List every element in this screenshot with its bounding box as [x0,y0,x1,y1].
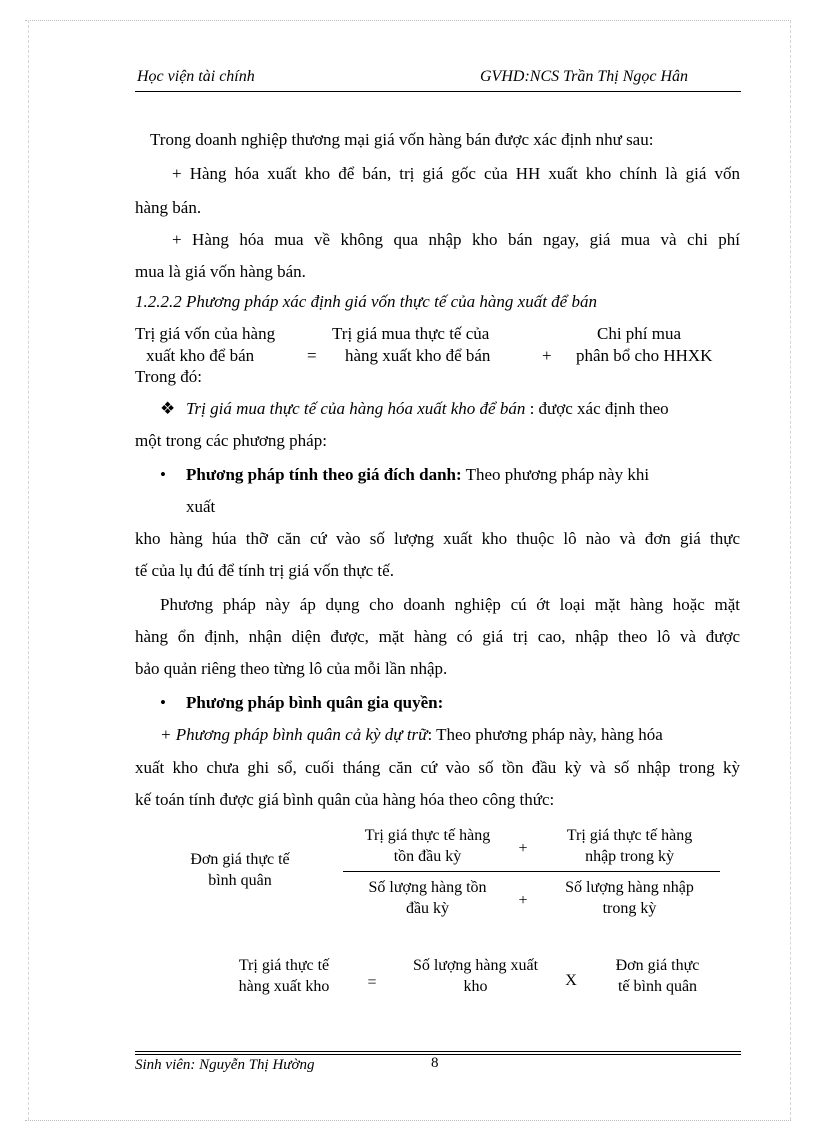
page-frame-top [25,20,791,21]
section-heading: 1.2.2.2 Phương pháp xác định giá vốn thực tế của hàng xuất để bán [135,292,597,311]
star-item-rest: : được xác định theo [525,399,669,418]
intro-paragraph: Trong doanh nghiệp thương mại giá vốn hàng bán được xác định như sau: [150,130,654,149]
f2-num-a-line1: Trị giá thực tế hàng [364,827,491,844]
method2-sub-italic: + Phương pháp bình quân cả kỳ dự trữ [160,725,428,744]
f2-num-a-line2: tồn đầu kỳ [393,848,462,865]
f2-num-plus: + [518,840,528,857]
star-bullet-icon: ❖ [160,399,176,418]
trong-do-label: Trong đó: [135,367,202,386]
header-left: Học viện tài chính [137,68,255,85]
f2-num-b-line2: nhập trong kỳ [585,848,674,865]
header-right: GVHD:NCS Trần Thị Ngọc Hân [480,68,689,85]
f2-den-a-line2: đầu kỳ [405,900,450,917]
method1-para2-line1: Phương pháp này áp dụng cho doanh nghiệp cú ớt loại mặt hàng hoặc mặt [160,595,740,614]
f2-fraction-bar [343,871,720,872]
f1-left-line1: Trị giá vốn của hàng [135,324,276,343]
f3-rhs-line1: Đơn giá thực [615,957,700,974]
f1-right-line1: Chi phí mua [597,324,682,343]
footer-rule-top [135,1051,741,1052]
f2-lhs-line2: bình quân [208,872,272,889]
item1-line2: hàng bán. [135,198,202,217]
f1-mid-line2: hàng xuất kho để bán [345,346,491,365]
star-item-italic: Trị giá mua thực tế của hàng hóa xuất kho để bán [186,399,526,418]
header-rule [135,91,741,92]
method2-sub-line1 [160,726,663,743]
star-item-line1 [186,400,669,417]
method2-title: Phương pháp bình quân gia quyền: [186,693,444,712]
f3-rhs-line2: tế bình quân [617,978,698,995]
method1-para-line2: tế của lụ đú để tính trị giá vốn thực tế. [135,561,394,580]
method1-heading-rest: Theo phương pháp này khi [461,465,650,484]
f2-lhs-line1: Đơn giá thực tế [190,851,290,868]
page-frame-right [790,20,791,1120]
method2-sub-line3: kế toán tính được giá bình quân của hàng hóa theo công thức: [135,790,555,809]
f3-lhs-line2: hàng xuất kho [238,978,330,995]
f3-lhs-line1: Trị giá thực tế [238,957,330,974]
page-number: 8 [431,1055,439,1071]
method2-sub-rest: : Theo phương pháp này, hàng hóa [427,725,663,744]
method1-para2-line3: bảo quản riêng theo từng lô của mỗi lần nhập. [135,659,448,678]
f1-mid-line1: Trị giá mua thực tế của [332,324,490,343]
f1-right-line2: phân bổ cho HHXK [576,346,713,365]
f3-mid-line1: Số lượng hàng xuất [412,957,539,974]
f3-mid-line2: kho [463,978,488,995]
f3-times: X [565,972,577,989]
method1-heading-cont: xuất [186,497,216,516]
star-item-line2: một trong các phương pháp: [135,431,327,450]
page-frame-left [28,20,29,1120]
f1-equals: = [307,346,317,365]
f3-equals: = [367,974,377,991]
f1-plus: + [542,346,552,365]
method2-sub-line2: xuất kho chưa ghi sổ, cuối tháng căn cứ vào số tồn đầu kỳ và số nhập trong kỳ [135,758,740,777]
f2-den-plus: + [518,892,528,909]
f2-num-b-line1: Trị giá thực tế hàng [566,827,693,844]
f2-den-b-line2: trong kỳ [602,900,657,917]
method1-para2-line2: hàng ổn định, nhận diện được, mặt hàng có giá trị cao, nhập theo lô và được [135,627,740,646]
page-frame-bottom [25,1120,791,1121]
method1-para-line1: kho hàng húa thỡ căn cứ vào số lượng xuất kho thuộc lô nào và đơn giá thực [135,529,740,548]
f2-den-b-line1: Số lượng hàng nhập [565,879,694,896]
item2-line1: + Hàng hóa mua về không qua nhập kho bán ngay, giá mua và chi phí [172,230,740,249]
method1-heading-line [186,466,740,483]
dot-bullet-icon: • [160,693,166,712]
dot-bullet-icon: • [160,465,166,484]
f1-left-line2: xuất kho để bán [146,346,255,365]
method1-title: Phương pháp tính theo giá đích danh: [186,465,462,484]
item1-line1: + Hàng hóa xuất kho để bán, trị giá gốc của HH xuất kho chính là giá vốn [172,164,740,183]
item2-line2: mua là giá vốn hàng bán. [135,262,306,281]
f2-den-a-line1: Số lượng hàng tồn [368,879,487,896]
footer-student: Sinh viên: Nguyễn Thị Hường [135,1057,315,1073]
